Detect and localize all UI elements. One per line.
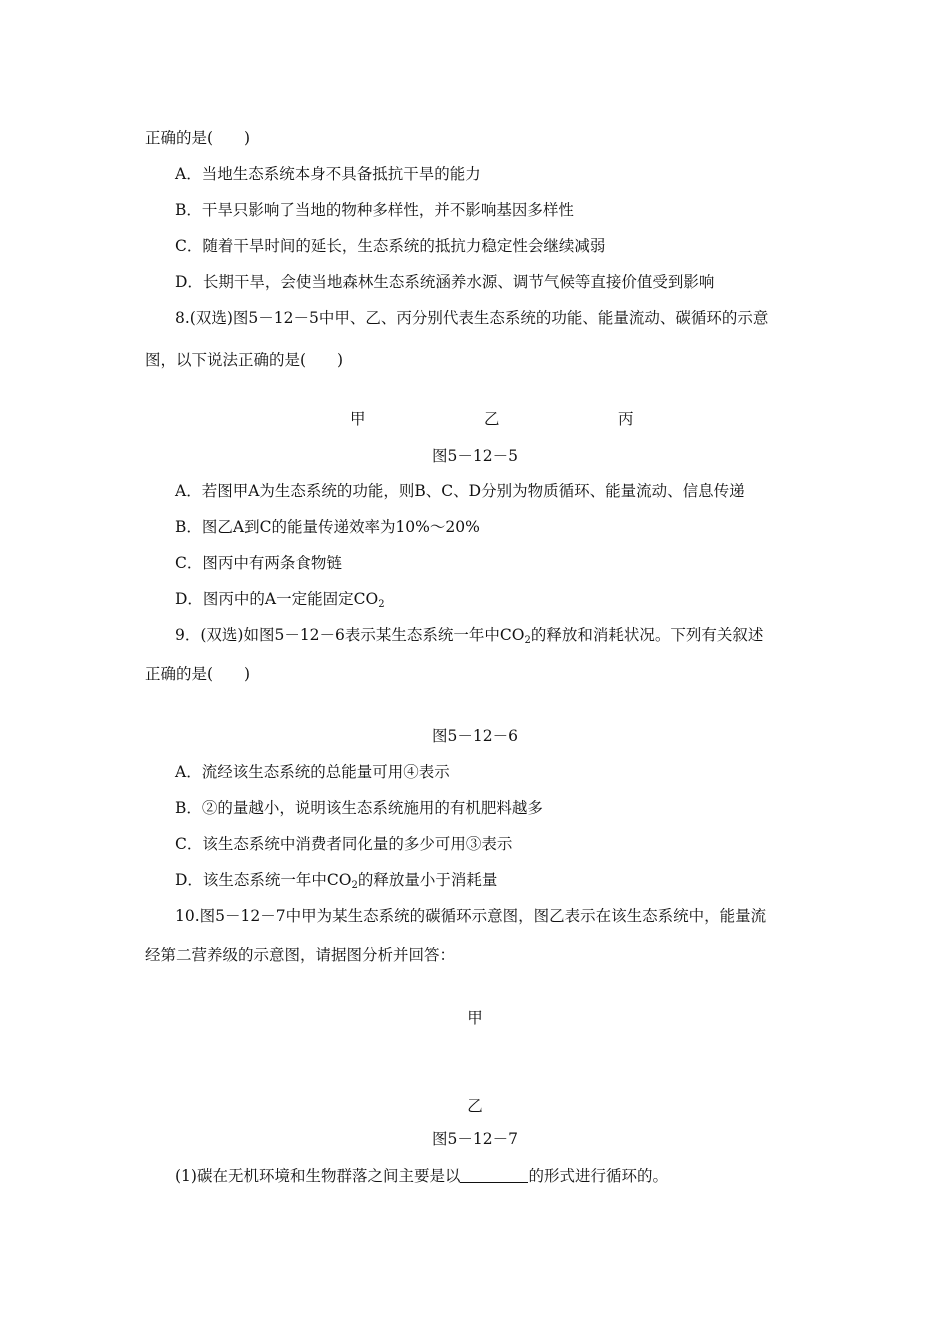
q8-figure-label-jia: 甲	[350, 410, 366, 428]
q10-figure-label-jia: 甲	[467, 1009, 483, 1027]
q7-option-b: B．干旱只影响了当地的物种多样性，并不影响基因多样性	[175, 201, 574, 219]
q10-stem-line1: 10.图5－12－7中甲为某生态系统的碳循环示意图，图乙表示在该生态系统中，能量流	[175, 907, 767, 925]
q8-figure-label-bing: 丙	[618, 410, 634, 428]
q8-option-b: B．图乙A到C的能量传递效率为10%～20%	[175, 518, 480, 536]
q7-option-d: D．长期干旱，会使当地森林生态系统涵养水源、调节气候等直接价值受到影响	[175, 273, 715, 291]
answer-blank[interactable]	[460, 1168, 528, 1183]
q9-option-c: C．该生态系统中消费者同化量的多少可用③表示	[175, 835, 513, 853]
q10-figure-label-yi: 乙	[467, 1097, 483, 1115]
q8-option-d-text: D．图丙中的A一定能固定CO	[175, 590, 379, 608]
q9-option-d-pre: D．该生态系统一年中CO	[175, 871, 352, 889]
q10-figure-caption: 图5－12－7	[432, 1130, 518, 1148]
q7-option-c: C．随着干旱时间的延长，生态系统的抵抗力稳定性会继续减弱	[175, 237, 606, 255]
q8-option-d-subscript: 2	[378, 599, 385, 610]
q9-stem-line1	[175, 625, 763, 651]
q8-figure-caption: 图5－12－5	[432, 447, 518, 465]
q8-figure-label-yi: 乙	[484, 410, 500, 428]
q9-stem-line1-subscript: 2	[524, 635, 531, 646]
q10-subquestion-1	[175, 1166, 668, 1186]
q7-stem-tail: 正确的是( )	[145, 129, 251, 147]
q10-subquestion-1-post: 的形式进行循环的。	[528, 1167, 668, 1185]
q8-option-c: C．图丙中有两条食物链	[175, 554, 342, 572]
q8-stem-line2: 图，以下说法正确的是( )	[145, 351, 344, 369]
q9-option-a: A．流经该生态系统的总能量可用④表示	[175, 763, 450, 781]
q9-option-b: B．②的量越小，说明该生态系统施用的有机肥料越多	[175, 799, 543, 817]
q9-option-d-post: 的释放量小于消耗量	[357, 871, 498, 889]
q10-subquestion-1-pre: (1)碳在无机环境和生物群落之间主要是以	[175, 1167, 461, 1185]
q9-figure-caption: 图5－12－6	[432, 727, 518, 745]
q8-stem-line1: 8.(双选)图5－12－5中甲、乙、丙分别代表生态系统的功能、能量流动、碳循环的示意	[175, 309, 769, 327]
q7-option-a: A．当地生态系统本身不具备抵抗干旱的能力	[175, 165, 481, 183]
q9-stem-line1-post: 的释放和消耗状况。下列有关叙述	[530, 626, 764, 644]
q8-option-d	[175, 589, 385, 615]
q9-option-d-subscript: 2	[351, 880, 358, 891]
q9-option-d	[175, 870, 497, 896]
q9-stem-line1-pre: 9．(双选)如图5－12－6表示某生态系统一年中CO	[175, 626, 525, 644]
q8-option-a: A．若图甲A为生态系统的功能，则B、C、D分别为物质循环、能量流动、信息传递	[175, 482, 745, 500]
q9-stem-line2: 正确的是( )	[145, 665, 251, 683]
q10-stem-line2: 经第二营养级的示意图，请据图分析并回答：	[145, 946, 456, 964]
